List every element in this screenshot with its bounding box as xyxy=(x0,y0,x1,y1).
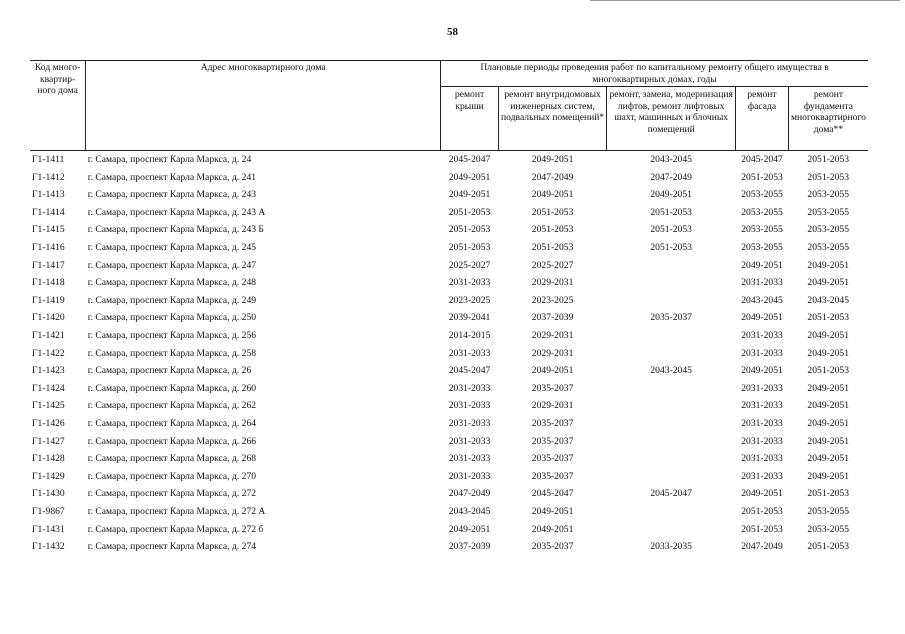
cell-foundation: 2051-2053 xyxy=(807,541,849,553)
cell-facade: 2031-2033 xyxy=(741,347,783,359)
cell-code: Г1-1421 xyxy=(32,329,65,341)
cell-foundation: 2043-2045 xyxy=(807,294,849,306)
cell-systems: 2029-2031 xyxy=(531,347,574,359)
cell-code: Г1-1412 xyxy=(32,171,65,183)
table-row xyxy=(30,186,868,204)
table-row xyxy=(30,257,868,275)
cell-foundation: 2051-2053 xyxy=(807,154,849,166)
cell-systems: 2035-2037 xyxy=(531,382,574,394)
cell-systems: 2049-2051 xyxy=(531,189,574,201)
cell-roof: 2049-2051 xyxy=(448,189,491,201)
cell-code: Г1-1417 xyxy=(32,259,65,271)
cell-systems: 2037-2039 xyxy=(531,312,574,324)
cell-code: Г1-1413 xyxy=(32,189,65,201)
cell-foundation: 2053-2055 xyxy=(807,206,849,218)
cell-code: Г1-1415 xyxy=(32,224,65,236)
col-header-systems: ремонт внутридомовых инженерных систем, подвальных помещений* xyxy=(498,87,606,151)
table-row xyxy=(30,151,868,169)
table-row xyxy=(30,345,868,363)
cell-foundation: 2049-2051 xyxy=(807,470,849,482)
cell-roof: 2049-2051 xyxy=(448,523,491,535)
cell-elevators: 2035-2037 xyxy=(650,312,692,324)
cell-elevators xyxy=(607,292,736,310)
cell-systems: 2051-2053 xyxy=(531,224,574,236)
cell-facade: 2053-2055 xyxy=(741,242,783,254)
col-header-periods-group: Плановые периоды проведения работ по капитальному ремонту общего имущества в многоквартирных домах, годы xyxy=(441,61,868,87)
cell-systems: 2045-2047 xyxy=(531,488,574,500)
cell-address: г. Самара, проспект Карла Маркса, д. 266 xyxy=(87,435,257,447)
cell-code: Г1-1414 xyxy=(32,206,65,218)
cell-roof: 2039-2041 xyxy=(448,312,491,324)
cell-address: г. Самара, проспект Карла Маркса, д. 245 xyxy=(87,242,257,254)
cell-facade: 2051-2053 xyxy=(741,171,783,183)
cell-code: Г1-1420 xyxy=(32,312,65,324)
cell-code: Г1-1419 xyxy=(32,294,65,306)
table-row xyxy=(30,327,868,345)
cell-address: г. Самара, проспект Карла Маркса, д. 249 xyxy=(87,294,257,306)
cell-systems: 2029-2031 xyxy=(531,400,574,412)
table-row xyxy=(30,169,868,187)
cell-foundation: 2053-2055 xyxy=(807,523,849,535)
table-row xyxy=(30,309,868,327)
cell-address: г. Самара, проспект Карла Маркса, д. 241 xyxy=(87,171,257,183)
cell-code: Г1-1432 xyxy=(32,541,65,553)
cell-code: Г1-1429 xyxy=(32,470,65,482)
cell-address: г. Самара, проспект Карла Маркса, д. 274 xyxy=(87,541,257,553)
cell-systems: 2035-2037 xyxy=(531,435,574,447)
cell-foundation: 2049-2051 xyxy=(807,435,849,447)
col-header-address: Адрес многоквартирного дома xyxy=(86,61,441,151)
cell-facade: 2051-2053 xyxy=(741,523,783,535)
table-row xyxy=(30,274,868,292)
cell-foundation: 2049-2051 xyxy=(807,400,849,412)
cell-systems: 2029-2031 xyxy=(531,329,574,341)
cell-elevators xyxy=(607,257,736,275)
cell-facade: 2053-2055 xyxy=(741,224,783,236)
cell-facade: 2049-2051 xyxy=(741,259,783,271)
col-header-foundation: ремонт фундамента многоквартирного дома** xyxy=(788,87,868,151)
cell-code: Г1-1431 xyxy=(32,523,65,535)
table-row xyxy=(30,362,868,380)
cell-address: г. Самара, проспект Карла Маркса, д. 24 xyxy=(87,154,252,166)
cell-facade: 2031-2033 xyxy=(741,277,783,289)
cell-code: Г1-1418 xyxy=(32,277,65,289)
cell-code: Г1-1428 xyxy=(32,453,65,465)
cell-facade: 2045-2047 xyxy=(741,154,783,166)
cell-roof: 2031-2033 xyxy=(448,400,491,412)
cell-facade: 2031-2033 xyxy=(741,400,783,412)
table-row xyxy=(30,292,868,310)
top-rule xyxy=(590,0,900,1)
cell-elevators xyxy=(607,468,736,486)
cell-elevators xyxy=(607,345,736,363)
cell-address: г. Самара, проспект Карла Маркса, д. 264 xyxy=(87,417,257,429)
cell-roof: 2051-2053 xyxy=(448,206,491,218)
cell-facade: 2049-2051 xyxy=(741,488,783,500)
cell-address: г. Самара, проспект Карла Маркса, д. 258 xyxy=(87,347,257,359)
cell-elevators: 2045-2047 xyxy=(650,488,692,500)
cell-facade: 2031-2033 xyxy=(741,417,783,429)
cell-roof: 2031-2033 xyxy=(448,382,491,394)
cell-foundation: 2051-2053 xyxy=(807,171,849,183)
cell-foundation: 2049-2051 xyxy=(807,453,849,465)
cell-roof: 2051-2053 xyxy=(448,224,491,236)
table-row xyxy=(30,450,868,468)
cell-foundation: 2049-2051 xyxy=(807,417,849,429)
cell-elevators: 2043-2045 xyxy=(650,365,692,377)
cell-facade: 2031-2033 xyxy=(741,435,783,447)
cell-elevators xyxy=(607,520,736,538)
cell-systems: 2049-2051 xyxy=(531,505,574,517)
cell-elevators xyxy=(607,415,736,433)
cell-roof: 2031-2033 xyxy=(448,435,491,447)
cell-facade: 2053-2055 xyxy=(741,189,783,201)
cell-address: г. Самара, проспект Карла Маркса, д. 248 xyxy=(87,277,257,289)
cell-foundation: 2053-2055 xyxy=(807,242,849,254)
capital-repair-schedule-table xyxy=(30,60,868,556)
cell-address: г. Самара, проспект Карла Маркса, д. 262 xyxy=(87,400,257,412)
table-row xyxy=(30,415,868,433)
cell-elevators: 2051-2053 xyxy=(650,224,692,236)
cell-roof: 2043-2045 xyxy=(448,505,491,517)
cell-address: г. Самара, проспект Карла Маркса, д. 270 xyxy=(87,470,257,482)
cell-systems: 2035-2037 xyxy=(531,470,574,482)
cell-facade: 2043-2045 xyxy=(741,294,783,306)
cell-address: г. Самара, проспект Карла Маркса, д. 268 xyxy=(87,453,257,465)
cell-code: Г1-1416 xyxy=(32,242,65,254)
cell-roof: 2025-2027 xyxy=(448,259,491,271)
cell-facade: 2031-2033 xyxy=(741,329,783,341)
cell-systems: 2051-2053 xyxy=(531,242,574,254)
col-header-code: Код много-квартир-ного дома xyxy=(30,61,86,151)
cell-elevators: 2033-2035 xyxy=(650,541,692,553)
table-row xyxy=(30,239,868,257)
table-row xyxy=(30,221,868,239)
cell-roof: 2031-2033 xyxy=(448,347,491,359)
cell-elevators xyxy=(607,503,736,521)
cell-elevators xyxy=(607,274,736,292)
cell-elevators xyxy=(607,450,736,468)
col-header-facade: ремонт фасада xyxy=(736,87,789,151)
cell-systems: 2049-2051 xyxy=(531,154,574,166)
cell-facade: 2049-2051 xyxy=(741,365,783,377)
cell-roof: 2031-2033 xyxy=(448,453,491,465)
cell-roof: 2023-2025 xyxy=(448,294,491,306)
cell-facade: 2031-2033 xyxy=(741,470,783,482)
cell-elevators: 2047-2049 xyxy=(650,171,692,183)
cell-facade: 2031-2033 xyxy=(741,453,783,465)
cell-systems: 2029-2031 xyxy=(531,277,574,289)
table-row xyxy=(30,538,868,556)
cell-code: Г1-1423 xyxy=(32,365,65,377)
cell-roof: 2047-2049 xyxy=(448,488,491,500)
cell-address: г. Самара, проспект Карла Маркса, д. 243 Б xyxy=(87,224,264,236)
cell-foundation: 2049-2051 xyxy=(807,277,849,289)
table-row xyxy=(30,397,868,415)
col-header-elevators: ремонт, замена, модернизация лифтов, ремонт лифтовых шахт, машинных и блочных помещений xyxy=(607,87,736,151)
cell-address: г. Самара, проспект Карла Маркса, д. 272 xyxy=(87,488,257,500)
cell-foundation: 2049-2051 xyxy=(807,382,849,394)
cell-foundation: 2051-2053 xyxy=(807,365,849,377)
cell-roof: 2031-2033 xyxy=(448,277,491,289)
cell-foundation: 2049-2051 xyxy=(807,329,849,341)
cell-code: Г1-1424 xyxy=(32,382,65,394)
cell-address: г. Самара, проспект Карла Маркса, д. 26 xyxy=(87,365,252,377)
cell-roof: 2045-2047 xyxy=(448,365,491,377)
cell-address: г. Самара, проспект Карла Маркса, д. 243 xyxy=(87,189,257,201)
cell-elevators xyxy=(607,327,736,345)
cell-code: Г1-1422 xyxy=(32,347,65,359)
cell-systems: 2035-2037 xyxy=(531,541,574,553)
table-row xyxy=(30,503,868,521)
cell-roof: 2031-2033 xyxy=(448,417,491,429)
page-number: 58 xyxy=(447,26,458,38)
cell-foundation: 2049-2051 xyxy=(807,259,849,271)
table-row xyxy=(30,204,868,222)
cell-address: г. Самара, проспект Карла Маркса, д. 260 xyxy=(87,382,257,394)
cell-elevators xyxy=(607,433,736,451)
cell-address: г. Самара, проспект Карла Маркса, д. 272 А xyxy=(87,505,266,517)
cell-systems: 2035-2037 xyxy=(531,453,574,465)
cell-code: Г1-1411 xyxy=(32,154,65,166)
cell-roof: 2014-2015 xyxy=(448,329,491,341)
cell-elevators: 2043-2045 xyxy=(650,154,692,166)
table-row xyxy=(30,433,868,451)
cell-code: Г1-1425 xyxy=(32,400,65,412)
cell-systems: 2049-2051 xyxy=(531,365,574,377)
cell-roof: 2051-2053 xyxy=(448,242,491,254)
cell-code: Г1-1427 xyxy=(32,435,65,447)
cell-elevators xyxy=(607,397,736,415)
cell-systems: 2051-2053 xyxy=(531,206,574,218)
cell-facade: 2053-2055 xyxy=(741,206,783,218)
cell-foundation: 2049-2051 xyxy=(807,347,849,359)
cell-foundation: 2053-2055 xyxy=(807,189,849,201)
cell-foundation: 2051-2053 xyxy=(807,312,849,324)
col-header-roof: ремонт крыши xyxy=(441,87,499,151)
cell-code: Г1-1426 xyxy=(32,417,65,429)
cell-address: г. Самара, проспект Карла Маркса, д. 243 А xyxy=(87,206,266,218)
cell-code: Г1-1430 xyxy=(32,488,65,500)
cell-elevators: 2051-2053 xyxy=(650,206,692,218)
cell-address: г. Самара, проспект Карла Маркса, д. 256 xyxy=(87,329,257,341)
cell-roof: 2037-2039 xyxy=(448,541,491,553)
cell-address: г. Самара, проспект Карла Маркса, д. 272 б xyxy=(87,523,264,535)
cell-elevators: 2051-2053 xyxy=(650,242,692,254)
cell-foundation: 2053-2055 xyxy=(807,224,849,236)
cell-roof: 2049-2051 xyxy=(448,171,491,183)
cell-code: Г1-9867 xyxy=(32,505,65,517)
cell-elevators: 2049-2051 xyxy=(650,189,692,201)
cell-facade: 2047-2049 xyxy=(741,541,783,553)
cell-facade: 2051-2053 xyxy=(741,505,783,517)
table-row xyxy=(30,468,868,486)
cell-elevators xyxy=(607,380,736,398)
cell-address: г. Самара, проспект Карла Маркса, д. 250 xyxy=(87,312,257,324)
cell-address: г. Самара, проспект Карла Маркса, д. 247 xyxy=(87,259,257,271)
cell-systems: 2025-2027 xyxy=(531,259,574,271)
table-row xyxy=(30,485,868,503)
table-row xyxy=(30,380,868,398)
cell-roof: 2045-2047 xyxy=(448,154,491,166)
cell-foundation: 2051-2053 xyxy=(807,488,849,500)
cell-systems: 2035-2037 xyxy=(531,417,574,429)
cell-facade: 2031-2033 xyxy=(741,382,783,394)
cell-systems: 2047-2049 xyxy=(531,171,574,183)
cell-systems: 2023-2025 xyxy=(531,294,574,306)
cell-roof: 2031-2033 xyxy=(448,470,491,482)
cell-facade: 2049-2051 xyxy=(741,312,783,324)
cell-foundation: 2053-2055 xyxy=(807,505,849,517)
cell-systems: 2049-2051 xyxy=(531,523,574,535)
table-body xyxy=(30,151,868,556)
table-row xyxy=(30,520,868,538)
